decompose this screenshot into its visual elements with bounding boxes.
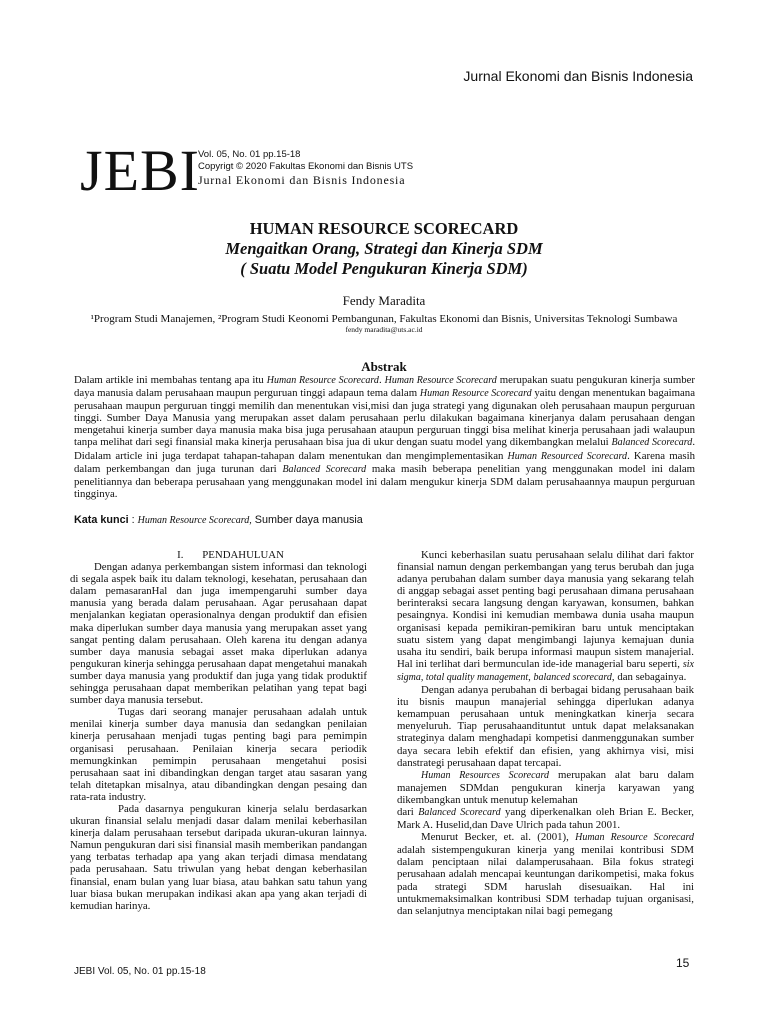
journal-meta xyxy=(198,149,413,186)
abstract-heading: Abstrak xyxy=(361,359,407,374)
author-affiliation: ¹Program Studi Manajemen, ²Program Studi Keonomi Pembangunan, Fakultas Ekonomi dan Bisnis, Universitas Teknologi Sumbawa xyxy=(90,313,678,325)
page-number: 15 xyxy=(676,956,690,970)
title-line-3: ( Suatu Model Pengukuran Kinerja SDM) xyxy=(240,259,528,278)
paragraph: Human Resources Scorecard merupakan alat baru dalam manajemen SDMdan pengukuran kinerja karyawan yang dikembangkan untuk menutup kelemahan xyxy=(397,768,694,806)
abstract-body: Dalam artikle ini membahas tentang apa itu Human Resource Scorecard. Human Resource Scorecard merupakan suatu pengukuran kinerja sumber daya manusia dalam perusahaan maupun perguruan tinggi adapaun tema dalam Human Resource Scorecard yaitu dengan menentukan bagaimana perusahaan maupun perguruan tinggi memilih dan menentukan visi,misi dan juga strategi yang digunakan oleh perusahaan maupun perguruan tinggi. Sumber Daya Manusia yang merupakan asset dalam perusahaan perlu dilakukan bagaimana kinerjanya dalam perusahaan dengan mengetahui kinerja sumber daya manusia maka bisa juga perusahaan ataupun perguruan tinggi bisa melihat kinerja perusahaan jadi walaupun tanpa melihat dari segi finansial maka kinerja perusahaan bisa jua di ukur dengan suatu model yang dikembangkan melalui Balanced Scorecard. Didalam article ini juga terdapat tahapan-tahapan dalam menentukan dan mengimplementasikan Human Resourced Scorecard. Karena masih dalam perkembangan dan juga turunan dari Balanced Scorecard maka masih beberapa penelitian yang menggunakan model ini dalam penelitiannya dan beberapa perusahaan yang menggunakan model ini dalam mengukur kinerja SDM dalam perusahaannya maupun perguruan tingginya. xyxy=(74,374,696,500)
body-column-left xyxy=(70,549,367,912)
journal-logo: JEBI xyxy=(80,138,200,203)
author-name: Fendy Maradita xyxy=(342,293,426,308)
section-heading: I. PENDAHULUAN xyxy=(177,549,284,561)
paragraph: Pada dasarnya pengukuran kinerja selalu berdasarkan ukuran finansial selalu menjadi dasar dalam menilai keberhasilan kinerja dalam perusahaan tersebut daripada ukuran-ukuran lainnya. Namun pengukuran dari sisi finansial masih memberikan pandangan yang terbatas terhadap apa yang akan terjadi dimasa mendatang pada perusahaan. Satu triwulan yang hebat dengan keberhasilan finansial, enam bulan yang luar biasa, atau bahkan satu tahun yang luar biasa bukan merupakan indikasi akan apa yang akan terjadi di kemudian harinya. xyxy=(70,802,367,912)
copyright-info: Copyrigt © 2020 Fakultas Ekonomi dan Bisnis UTS xyxy=(198,161,414,172)
title-line-1: HUMAN RESOURCE SCORECARD xyxy=(249,219,519,238)
paragraph: Tugas dari seorang manajer perusahaan adalah untuk menilai kinerja sumber daya manusia dan sedangkan penilaian kinerja perusahaan menjadi tugas penting bagi para pemimpin organisasi perusahaan. Penilaian kinerja secara periodik memungkinkan pemimpin perusahaan mengetahui posisi perusahaan saat ini dibandingkan dengan target atau sasaran yang telah ditetapkan misalnya, atau dibandingkan dengan pesaing dan rata-rata industry. xyxy=(70,706,367,803)
author-email: fendy maradita@uts.ac.id xyxy=(345,325,423,334)
paragraph: Dengan adanya perkembangan sistem informasi dan teknologi di segala aspek baik itu dalam teknologi, kesehatan, perusahaan dan dalam pemasaranHal dan juga imempengaruhi sumber daya manusia yang berada dalam perusahaan. Agar perusahaan dapat menjalankan kegiatan operasionalnya dengan produktif dan efisien maka diperlukan sumber daya manusia yang merupakan asset yang sangat penting dalam perusahaan. Oleh karena itu dengan adanya sumber daya manusia sebagai asset maka diperlukan adanya pengukuran kinerja sehingga perusahaan dapat mengetahui manakah sumber daya manusia yang produktif dan juga yang tidak produktif sehingga perusahaan dapat memberikan pelatihan yang tepat bagi sumber daya manusia tersebut. xyxy=(70,561,367,707)
paragraph: Dengan adanya perubahan di berbagai bidang perusahaan baik itu bisnis maupun manajerial sehingga diperlukan adanya kemampuan perusahaan untuk meningkatkan kinerja secara menyeluruh. Tiap perusahaandituntut untuk dapat melaksanakan strateginya dalam menghadapi kompetisi danmenggunakan sumber daya secara lebih efektif dan efisien, yang akhirnya visi, misi danstrategi perusahaan dapat tercapai. xyxy=(397,684,694,769)
paper-title xyxy=(0,219,768,279)
keywords: Kata kunci : Human Resource Scorecard, Sumber daya manusia xyxy=(74,514,363,526)
paragraph: Menurut Becker, et. al. (2001), Human Resource Scorecard adalah sistempengukuran kinerja yang menilai kontribusi SDM dalam penciptaan nilai dalamperusahaan. Bila fokus strategi perusahaan adalah mencapai keuntungan darikompetisi, maka fokus pada strategi SDM haruslah disesuaikan. Hal ini untukmemaksimalkan kontribusi SDM terhadap tujuan organisasi, dan selanjutnya menciptakan nilai bagi pemegang xyxy=(397,831,694,917)
volume-info: Vol. 05, No. 01 pp.15-18 xyxy=(198,149,301,160)
body-column-right xyxy=(397,549,694,917)
paragraph: dari Balanced Scorecard yang diperkenalkan oleh Brian E. Becker, Mark A. Huselid,dan Dave Ulrich pada tahun 2001. xyxy=(397,805,694,832)
footer-citation: JEBI Vol. 05, No. 01 pp.15-18 xyxy=(74,966,206,977)
title-line-2: Mengaitkan Orang, Strategi dan Kinerja SDM xyxy=(225,239,543,258)
paragraph: Kunci keberhasilan suatu perusahaan selalu dilihat dari faktor finansial namun dengan perkembangan yang terus berubah dan juga adanya perubahan dalam sumber daya manusia yang sekarang telah di anggap sebagai asset penting bagi perusahaan dimana perusahaan berinteraksi secara langsung dengan karyawan, konsumen, bahkan pesaingnya. Kondisi ini kemudian membawa dunia usaha maupun organisasi kepada pemikiran-pemikiran baru untuk menciptakan suatu sistem yang dapat mengimbangi lajunya kemajuan dunia usaha itu sendiri, baik berupa informasi maupun sistem manajerial. Hal ini terlihat dari bermunculan ide-ide managerial baru seperti, six sigma, total quality management, balanced scorecard, dan sebagainya. xyxy=(397,549,694,683)
journal-running-header: Jurnal Ekonomi dan Bisnis Indonesia xyxy=(463,68,693,84)
logo-subtitle: Jurnal Ekonomi dan Bisnis Indonesia xyxy=(198,173,406,187)
